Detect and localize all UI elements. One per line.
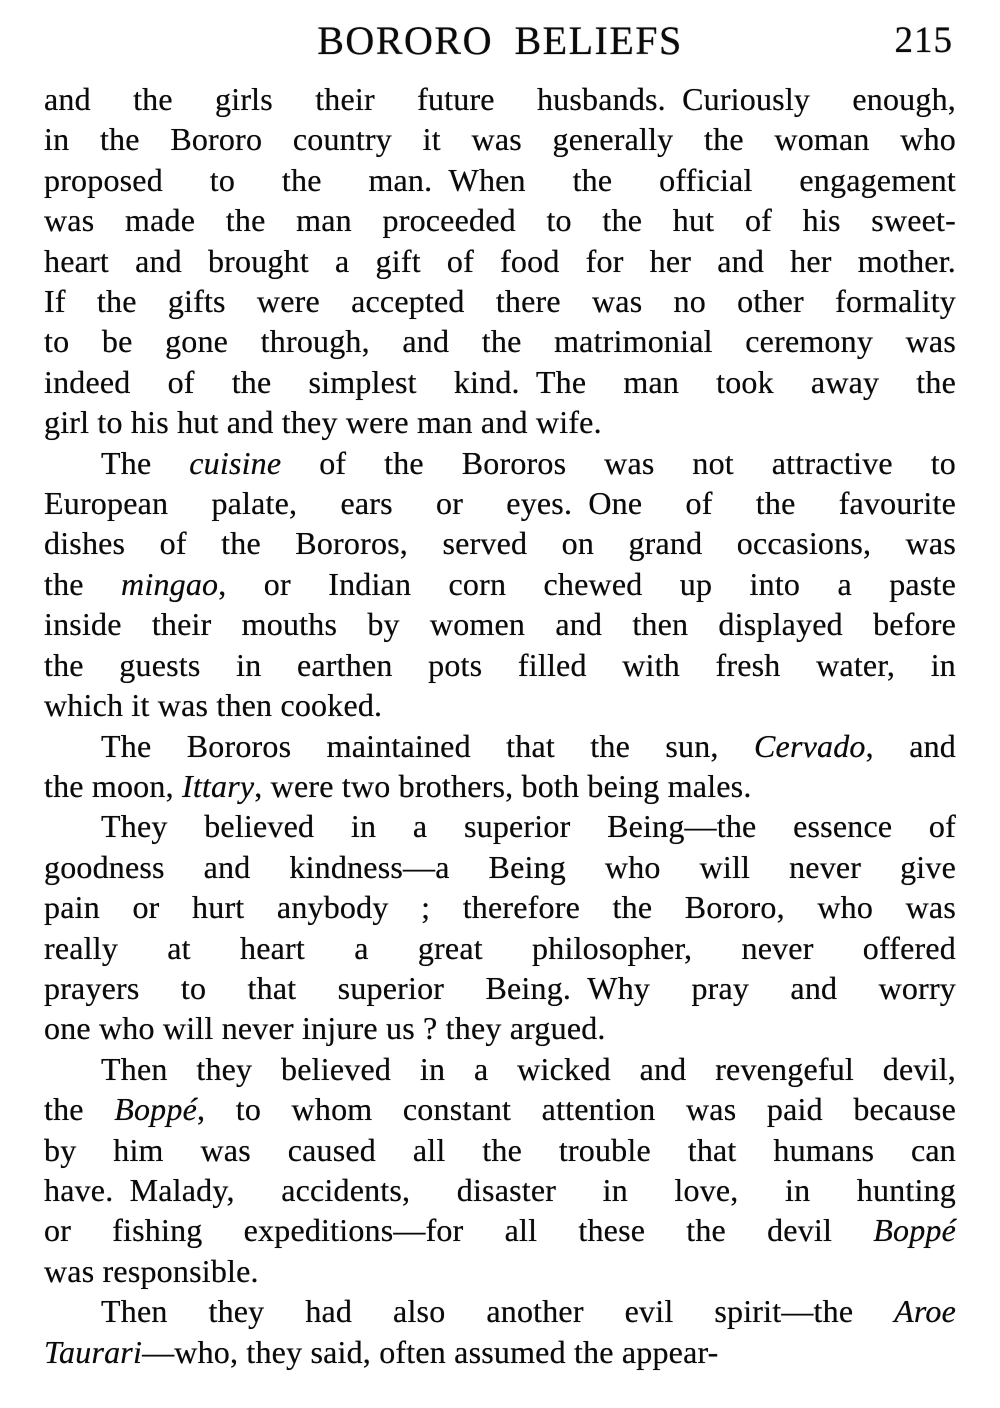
text-segment: Then they had also another evil spirit—the [101, 1293, 895, 1330]
text-line [44, 200, 956, 240]
italic-term: Ittary [181, 767, 255, 804]
italic-term: cuisine [189, 444, 282, 481]
text-segment: which it was then cooked. [44, 687, 383, 724]
text-segment: inside their mouths by women and then displayed before [44, 606, 956, 643]
text-line [44, 806, 956, 846]
text-line [44, 1130, 956, 1170]
text-segment: The Bororos maintained that the sun, [101, 727, 755, 764]
text-segment: was made the man proceeded to the hut of his sweet- [44, 202, 956, 239]
text-segment: , to whom constant attention was paid because [196, 1091, 956, 1128]
text-line [44, 1251, 956, 1291]
text-line [44, 645, 956, 685]
text-segment: and the girls their future husbands. Curiously enough, [44, 81, 956, 117]
text-line [44, 968, 956, 1008]
italic-term: mingao [121, 565, 219, 602]
text-segment: the guests in earthen pots filled with fresh water, in [44, 646, 956, 683]
paragraph [44, 79, 956, 443]
text-segment: the moon, [44, 767, 182, 804]
text-segment: , or Indian corn chewed up into a paste [218, 565, 956, 602]
text-line [44, 1170, 956, 1210]
text-line [44, 483, 956, 523]
text-line [44, 887, 956, 927]
text-line [44, 1210, 956, 1250]
text-line [44, 443, 956, 483]
text-segment: dishes of the Bororos, served on grand occasions, was [44, 525, 956, 562]
text-line [44, 241, 956, 281]
text-line [44, 1008, 956, 1048]
paragraph [44, 726, 956, 807]
text-line [44, 1332, 956, 1372]
text-segment: The [101, 444, 190, 481]
paragraph [44, 1291, 956, 1372]
italic-term: Cervado [754, 727, 866, 764]
text-segment: in the Bororo country it was generally the woman who [44, 121, 956, 158]
text-segment: proposed to the man. When the official engagement [44, 161, 956, 198]
text-segment: If the gifts were accepted there was no other formality [44, 283, 956, 320]
running-head-title: BORORO BELIEFS [317, 18, 683, 63]
text-line [44, 928, 956, 968]
text-segment: heart and brought a gift of food for her and her mother. [44, 242, 956, 279]
page-text [44, 79, 956, 1372]
italic-term: Boppé [873, 1212, 956, 1249]
text-line [44, 726, 956, 766]
page-header [0, 18, 1000, 64]
paragraph [44, 1049, 956, 1291]
text-segment: —who, they said, often assumed the appear- [142, 1333, 719, 1370]
text-segment: European palate, ears or eyes. One of the favourite [44, 485, 956, 522]
text-segment: Then they believed in a wicked and revengeful devil, [101, 1050, 956, 1087]
italic-term: Aroe [894, 1293, 956, 1330]
text-line [44, 1049, 956, 1089]
text-segment: , and [865, 727, 957, 764]
text-line [44, 685, 956, 725]
text-line [44, 523, 956, 563]
text-line [44, 604, 956, 644]
paragraph [44, 806, 956, 1048]
text-line [44, 402, 956, 442]
text-line [44, 160, 956, 200]
text-segment: indeed of the simplest kind. The man took away the [44, 363, 956, 400]
text-segment: They believed in a superior Being—the essence of [101, 808, 956, 845]
text-segment: , were two brothers, both being males. [254, 767, 752, 804]
text-segment: the [44, 1091, 115, 1128]
text-line [44, 119, 956, 159]
text-line [44, 564, 956, 604]
text-line [44, 766, 956, 806]
text-line [44, 847, 956, 887]
text-segment: girl to his hut and they were man and wife. [44, 404, 602, 441]
italic-term: Taurari [44, 1333, 143, 1370]
text-segment: by him was caused all the trouble that humans can [44, 1131, 956, 1168]
text-segment: or fishing expeditions—for all these the devil [44, 1212, 874, 1249]
text-segment: one who will never injure us ? they argued. [44, 1010, 606, 1047]
text-line [44, 79, 956, 119]
text-line [44, 321, 956, 361]
text-segment: of the Bororos was not attractive to [281, 444, 956, 481]
text-line [44, 362, 956, 402]
text-segment: have. Malady, accidents, disaster in love, in hunting [44, 1171, 956, 1208]
paragraph [44, 443, 956, 726]
text-line [44, 281, 956, 321]
text-segment: pain or hurt anybody ; therefore the Bororo, who was [44, 889, 956, 926]
text-line [44, 1291, 956, 1331]
text-segment: was responsible. [44, 1252, 259, 1289]
text-segment: goodness and kindness—a Being who will never give [44, 848, 956, 885]
italic-term: Boppé [114, 1091, 197, 1128]
text-segment: prayers to that superior Being. Why pray and worry [44, 969, 956, 1006]
text-segment: to be gone through, and the matrimonial ceremony was [44, 323, 956, 360]
page-number: 215 [894, 20, 953, 61]
text-segment: the [44, 565, 122, 602]
text-line [44, 1089, 956, 1129]
text-segment: really at heart a great philosopher, never offered [44, 929, 956, 966]
